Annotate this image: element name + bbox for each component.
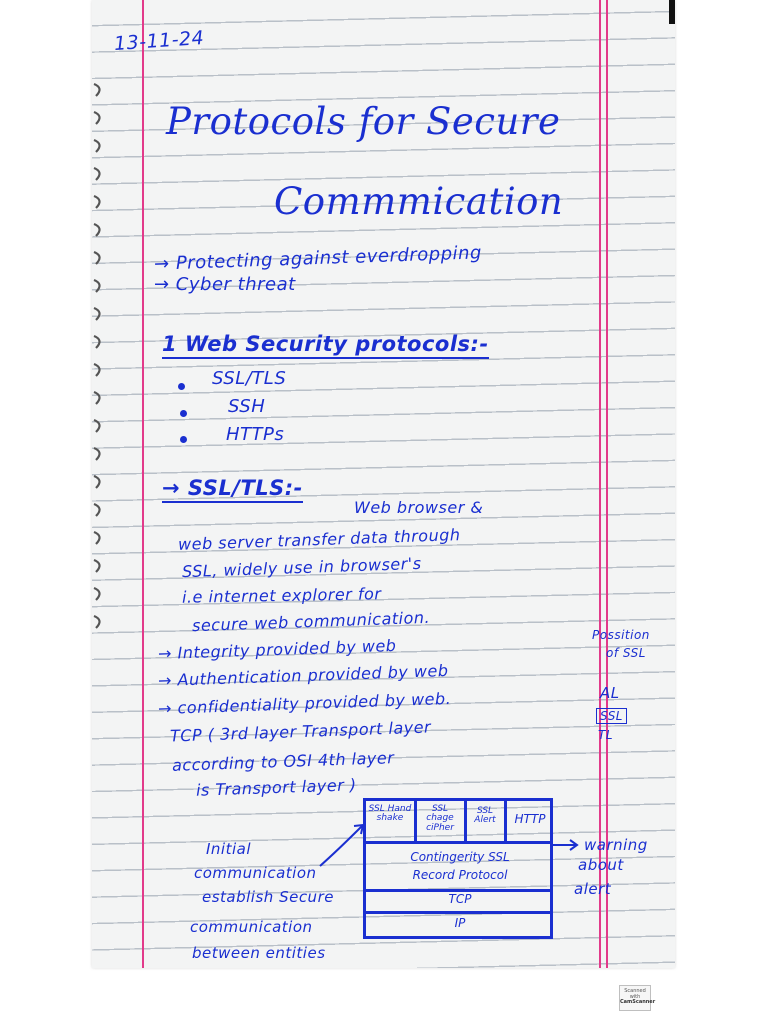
layer-stack-al: AL — [600, 684, 620, 702]
page-edge-shadow — [669, 0, 675, 24]
left-note-line: establish Secure — [202, 888, 334, 906]
side-note-line: of SSL — [606, 646, 646, 660]
cell-ssl-handshake: SSL Hand shake — [368, 804, 412, 824]
layer-stack-tl: TL — [598, 728, 614, 742]
cell-ssl-alert: SSL Alert — [474, 806, 496, 826]
diagram-divider — [414, 801, 417, 841]
cell-ssl-change-cipher: SSL chage ciPher — [426, 804, 454, 833]
bullet-dot — [180, 410, 187, 417]
scanner-brand: CamScanner — [620, 999, 656, 1005]
left-note-line: communication — [190, 918, 313, 936]
body-line: SSL, widely use in browser's — [181, 553, 422, 582]
layer-tcp: TCP — [448, 892, 472, 906]
right-note-line: about — [578, 856, 624, 874]
notebook-page — [92, 0, 675, 968]
scanner-watermark — [619, 985, 656, 1011]
body-line: is Transport layer ) — [195, 775, 357, 800]
spiral-binding — [92, 0, 108, 968]
body-line: → Authentication provided by web — [157, 660, 449, 691]
left-note-line: Initial — [206, 840, 252, 858]
arrow-to-diagram — [318, 820, 368, 870]
left-note-line: between entities — [192, 944, 326, 962]
margin-line-right-outer — [606, 0, 608, 968]
date: 13-11-24 — [113, 26, 205, 56]
right-note-line: warning — [584, 836, 648, 854]
side-note-line: Possition — [592, 628, 650, 642]
arrow-to-warning — [550, 838, 580, 852]
body-line: → Integrity provided by web — [157, 635, 397, 664]
section-heading-web-security — [162, 332, 489, 356]
right-note-line: alert — [574, 880, 612, 898]
protocol-item: SSH — [228, 396, 266, 417]
body-line: i.e internet explorer for — [181, 584, 382, 607]
bullet-dot — [178, 383, 185, 390]
page-title-line-2: Commmication — [274, 180, 564, 223]
diagram-divider — [464, 801, 467, 841]
diagram-divider — [504, 801, 507, 841]
intro-line: → Protecting against everdropping — [153, 242, 483, 275]
bullet-dot — [180, 436, 187, 443]
ssl-tls-heading-text: → SSL/TLS:- — [162, 476, 303, 503]
margin-line-left — [142, 0, 144, 968]
layer-stack-ssl: SSL — [596, 708, 627, 724]
body-line: secure web communication. — [191, 607, 431, 636]
body-line: TCP ( 3rd layer Transport layer — [169, 717, 432, 746]
diagram-divider — [366, 911, 550, 914]
record-protocol-line-1: Contingerity SSL — [410, 850, 510, 864]
protocol-item: SSL/TLS — [212, 368, 287, 389]
section-heading-text: 1 Web Security protocols:- — [162, 332, 489, 359]
ssl-protocol-stack-diagram — [363, 798, 553, 939]
body-line: web server transfer data through — [177, 525, 461, 554]
scanner-watermark-line: Scanned with — [624, 988, 646, 1000]
body-line: Web browser & — [354, 498, 484, 517]
body-line: according to OSI 4th layer — [171, 748, 395, 775]
page-title-line-1: Protocols for Secure — [166, 100, 561, 143]
ssl-tls-heading — [162, 476, 303, 500]
margin-line-right — [599, 0, 601, 968]
cell-http: HTTP — [514, 812, 546, 826]
body-line: → confidentiality provided by web. — [157, 688, 452, 719]
intro-line: → Cyber threat — [154, 274, 296, 295]
record-protocol-line-2: Record Protocol — [412, 868, 508, 882]
protocol-item: HTTPs — [226, 424, 285, 445]
left-note-line: communication — [194, 864, 317, 882]
diagram-divider — [366, 841, 550, 844]
layer-ip: IP — [454, 916, 466, 930]
